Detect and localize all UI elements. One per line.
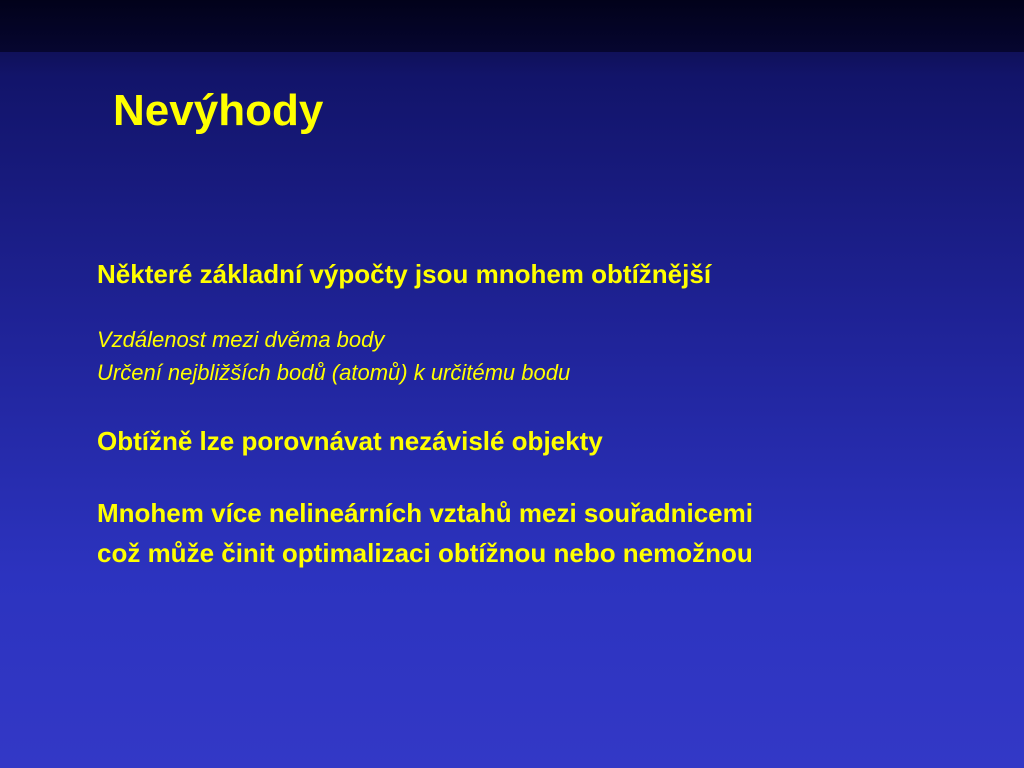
point-nonlinear-line-1: Mnohem více nelineárních vztahů mezi souřadnicemi <box>97 498 753 528</box>
point-nonlinear-line-2: což může činit optimalizaci obtížnou nebo nemožnou <box>97 538 753 568</box>
subpoint-distance: Vzdálenost mezi dvěma body <box>97 327 385 352</box>
point-complex-calculations: Některé základní výpočty jsou mnohem obtížnější <box>97 259 712 289</box>
spacer <box>97 294 997 323</box>
point-comparison: Obtížně lze porovnávat nezávislé objekty <box>97 426 603 456</box>
spacer <box>97 461 997 493</box>
slide-title: Nevýhody <box>113 86 324 135</box>
spacer <box>97 389 997 421</box>
top-band <box>0 0 1024 52</box>
subpoint-nearest-points: Určení nejbližších bodů (atomů) k určitému bodu <box>97 360 571 385</box>
slide-body <box>97 254 997 573</box>
